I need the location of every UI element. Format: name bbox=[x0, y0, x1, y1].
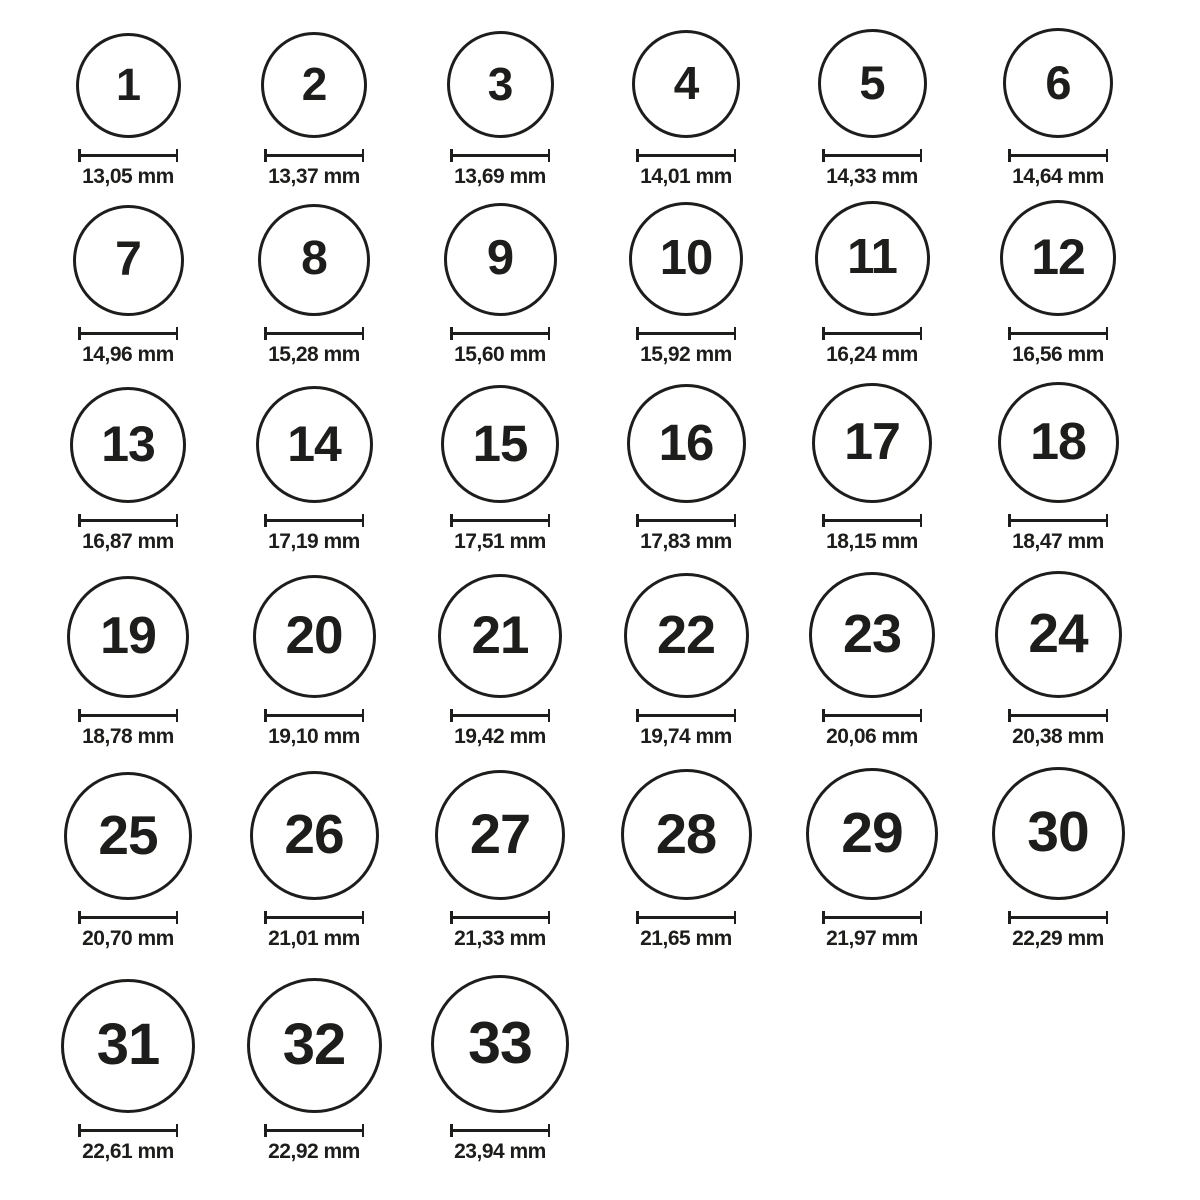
measure-bar bbox=[450, 519, 550, 522]
measure-bar bbox=[450, 332, 550, 335]
diameter-label: 20,70 mm bbox=[82, 927, 174, 950]
measure-end-tick-right bbox=[362, 149, 365, 162]
measure-end-tick-right bbox=[176, 709, 179, 722]
ring-size-number: 14 bbox=[287, 415, 341, 472]
ring-size-cell bbox=[965, 751, 1151, 953]
chart-row bbox=[35, 369, 1200, 556]
ring-circle bbox=[818, 29, 927, 138]
ring-size-cell bbox=[965, 369, 1151, 556]
measure-end-tick-right bbox=[920, 149, 923, 162]
ring-size-cell bbox=[593, 369, 779, 556]
ring-size-number: 19 bbox=[100, 607, 156, 665]
ring-circle bbox=[70, 387, 186, 503]
measure-end-tick-right bbox=[920, 327, 923, 340]
diameter-measure-line bbox=[822, 709, 922, 722]
diameter-measure-line bbox=[78, 709, 178, 722]
ring-size-number: 8 bbox=[301, 232, 327, 285]
ring-size-cell bbox=[593, 6, 779, 191]
ring-size-number: 27 bbox=[469, 802, 531, 865]
measure-bar bbox=[450, 714, 550, 717]
diameter-label: 20,06 mm bbox=[826, 725, 918, 748]
ring-size-cell bbox=[965, 191, 1151, 369]
diameter-measure-line bbox=[264, 149, 364, 162]
ring-size-cell bbox=[407, 953, 593, 1166]
ring-circle bbox=[995, 571, 1122, 698]
measure-bar bbox=[450, 154, 550, 157]
measure-bar bbox=[78, 519, 178, 522]
measure-bar bbox=[822, 519, 922, 522]
diameter-measure-line bbox=[636, 709, 736, 722]
measure-end-tick-right bbox=[1106, 709, 1109, 722]
ring-circle bbox=[261, 32, 367, 138]
diameter-label: 15,28 mm bbox=[268, 343, 360, 366]
diameter-measure-line bbox=[450, 911, 550, 924]
ring-size-number: 9 bbox=[486, 231, 514, 285]
measure-bar bbox=[78, 714, 178, 717]
ring-size-number: 1 bbox=[115, 59, 141, 110]
measure-end-tick-right bbox=[362, 327, 365, 340]
measure-bar bbox=[78, 332, 178, 335]
ring-size-number: 13 bbox=[101, 416, 155, 472]
diameter-measure-line bbox=[264, 514, 364, 527]
diameter-label: 18,15 mm bbox=[826, 530, 918, 553]
measure-end-tick-right bbox=[734, 327, 737, 340]
ring-size-cell bbox=[407, 369, 593, 556]
measure-end-tick-right bbox=[176, 911, 179, 924]
ring-circle bbox=[806, 768, 938, 900]
measure-end-tick-right bbox=[734, 514, 737, 527]
chart-row bbox=[35, 556, 1200, 751]
measure-bar bbox=[264, 332, 364, 335]
ring-size-cell bbox=[221, 953, 407, 1166]
diameter-measure-line bbox=[636, 149, 736, 162]
measure-bar bbox=[450, 916, 550, 919]
measure-end-tick-right bbox=[548, 149, 551, 162]
ring-circle bbox=[64, 772, 192, 900]
diameter-measure-line bbox=[264, 709, 364, 722]
measure-bar bbox=[264, 916, 364, 919]
ring-size-number: 29 bbox=[841, 800, 903, 865]
ring-circle bbox=[438, 574, 562, 698]
diameter-measure-line bbox=[450, 514, 550, 527]
diameter-label: 21,01 mm bbox=[268, 927, 360, 950]
diameter-label: 19,42 mm bbox=[454, 725, 546, 748]
diameter-measure-line bbox=[636, 911, 736, 924]
ring-size-cell bbox=[35, 953, 221, 1166]
measure-end-tick-right bbox=[548, 1124, 551, 1137]
ring-size-number: 12 bbox=[1031, 229, 1085, 285]
measure-end-tick-right bbox=[1106, 911, 1109, 924]
ring-size-number: 4 bbox=[673, 57, 699, 109]
measure-end-tick-right bbox=[1106, 327, 1109, 340]
ring-circle bbox=[815, 201, 930, 316]
ring-circle bbox=[998, 382, 1119, 503]
diameter-measure-line bbox=[450, 709, 550, 722]
diameter-label: 14,01 mm bbox=[640, 165, 732, 188]
ring-circle bbox=[256, 386, 373, 503]
ring-circle bbox=[441, 385, 559, 503]
ring-circle bbox=[73, 205, 184, 316]
ring-size-number: 28 bbox=[655, 801, 717, 865]
diameter-label: 14,64 mm bbox=[1012, 165, 1104, 188]
measure-end-tick-right bbox=[1106, 514, 1109, 527]
ring-size-cell bbox=[779, 6, 965, 191]
diameter-label: 22,92 mm bbox=[268, 1140, 360, 1163]
measure-end-tick-right bbox=[920, 911, 923, 924]
diameter-measure-line bbox=[822, 514, 922, 527]
measure-bar bbox=[78, 154, 178, 157]
diameter-label: 17,19 mm bbox=[268, 530, 360, 553]
diameter-measure-line bbox=[1008, 709, 1108, 722]
diameter-measure-line bbox=[264, 1124, 364, 1137]
ring-size-number: 31 bbox=[96, 1012, 160, 1077]
measure-bar bbox=[78, 1129, 178, 1132]
ring-size-cell bbox=[221, 751, 407, 953]
measure-end-tick-right bbox=[734, 911, 737, 924]
measure-bar bbox=[636, 154, 736, 157]
diameter-label: 16,87 mm bbox=[82, 530, 174, 553]
diameter-measure-line bbox=[78, 911, 178, 924]
diameter-measure-line bbox=[450, 149, 550, 162]
ring-circle bbox=[444, 203, 557, 316]
diameter-measure-line bbox=[822, 911, 922, 924]
diameter-label: 18,78 mm bbox=[82, 725, 174, 748]
ring-circle bbox=[435, 770, 565, 900]
diameter-measure-line bbox=[1008, 327, 1108, 340]
diameter-label: 13,05 mm bbox=[82, 165, 174, 188]
diameter-label: 14,96 mm bbox=[82, 343, 174, 366]
ring-size-number: 25 bbox=[98, 803, 158, 866]
ring-circle bbox=[992, 767, 1125, 900]
ring-size-number: 3 bbox=[487, 57, 513, 110]
chart-row bbox=[35, 6, 1200, 191]
ring-circle bbox=[61, 979, 195, 1113]
ring-circle bbox=[621, 769, 752, 900]
measure-end-tick-right bbox=[734, 149, 737, 162]
measure-end-tick-right bbox=[920, 709, 923, 722]
diameter-measure-line bbox=[78, 149, 178, 162]
measure-end-tick-right bbox=[920, 514, 923, 527]
ring-circle bbox=[812, 383, 932, 503]
ring-size-cell bbox=[407, 6, 593, 191]
diameter-label: 17,51 mm bbox=[454, 530, 546, 553]
measure-bar bbox=[822, 714, 922, 717]
ring-size-number: 32 bbox=[282, 1011, 346, 1077]
measure-end-tick-right bbox=[362, 1124, 365, 1137]
measure-end-tick-right bbox=[176, 514, 179, 527]
ring-size-number: 10 bbox=[659, 230, 713, 285]
ring-circle bbox=[258, 204, 370, 316]
measure-bar bbox=[636, 332, 736, 335]
ring-size-number: 20 bbox=[285, 606, 343, 665]
diameter-label: 23,94 mm bbox=[454, 1140, 546, 1163]
ring-circle bbox=[247, 978, 382, 1113]
diameter-measure-line bbox=[78, 327, 178, 340]
diameter-label: 21,97 mm bbox=[826, 927, 918, 950]
measure-bar bbox=[822, 916, 922, 919]
ring-circle bbox=[250, 771, 379, 900]
diameter-measure-line bbox=[1008, 514, 1108, 527]
ring-size-cell bbox=[35, 556, 221, 751]
diameter-label: 16,56 mm bbox=[1012, 343, 1104, 366]
diameter-label: 13,69 mm bbox=[454, 165, 546, 188]
ring-size-cell bbox=[407, 556, 593, 751]
measure-end-tick-right bbox=[176, 1124, 179, 1137]
measure-end-tick-right bbox=[548, 911, 551, 924]
measure-bar bbox=[822, 332, 922, 335]
measure-bar bbox=[1008, 714, 1108, 717]
diameter-label: 20,38 mm bbox=[1012, 725, 1104, 748]
ring-circle bbox=[431, 975, 569, 1113]
chart-row bbox=[35, 191, 1200, 369]
ring-size-number: 11 bbox=[847, 230, 897, 284]
diameter-measure-line bbox=[1008, 911, 1108, 924]
ring-circle bbox=[629, 202, 743, 316]
measure-bar bbox=[264, 714, 364, 717]
ring-circle bbox=[627, 384, 746, 503]
diameter-label: 16,24 mm bbox=[826, 343, 918, 366]
measure-end-tick-right bbox=[1106, 149, 1109, 162]
ring-size-number: 22 bbox=[656, 604, 716, 665]
ring-size-cell bbox=[779, 556, 965, 751]
diameter-label: 13,37 mm bbox=[268, 165, 360, 188]
ring-size-number: 33 bbox=[468, 1009, 532, 1076]
ring-size-number: 23 bbox=[842, 604, 902, 664]
diameter-measure-line bbox=[78, 514, 178, 527]
measure-end-tick-right bbox=[176, 327, 179, 340]
diameter-label: 15,92 mm bbox=[640, 343, 732, 366]
ring-size-cell bbox=[407, 191, 593, 369]
ring-circle bbox=[253, 575, 376, 698]
diameter-label: 22,61 mm bbox=[82, 1140, 174, 1163]
measure-bar bbox=[636, 519, 736, 522]
diameter-measure-line bbox=[450, 1124, 550, 1137]
ring-size-cell bbox=[965, 6, 1151, 191]
diameter-measure-line bbox=[78, 1124, 178, 1137]
ring-size-number: 26 bbox=[284, 803, 344, 865]
ring-size-cell bbox=[593, 556, 779, 751]
measure-end-tick-right bbox=[548, 514, 551, 527]
ring-circle bbox=[1000, 200, 1116, 316]
measure-bar bbox=[264, 154, 364, 157]
ring-size-number: 2 bbox=[301, 58, 327, 110]
ring-size-number: 16 bbox=[658, 414, 714, 471]
measure-end-tick-right bbox=[548, 709, 551, 722]
diameter-label: 19,74 mm bbox=[640, 725, 732, 748]
measure-bar bbox=[1008, 916, 1108, 919]
measure-end-tick-right bbox=[548, 327, 551, 340]
diameter-label: 17,83 mm bbox=[640, 530, 732, 553]
ring-size-number: 21 bbox=[471, 605, 529, 665]
diameter-measure-line bbox=[450, 327, 550, 340]
measure-bar bbox=[264, 1129, 364, 1132]
diameter-measure-line bbox=[636, 327, 736, 340]
ring-size-number: 24 bbox=[1028, 602, 1088, 664]
ring-size-cell bbox=[779, 191, 965, 369]
measure-bar bbox=[450, 1129, 550, 1132]
diameter-measure-line bbox=[264, 911, 364, 924]
measure-bar bbox=[822, 154, 922, 157]
diameter-measure-line bbox=[822, 327, 922, 340]
ring-circle bbox=[76, 33, 181, 138]
measure-end-tick-right bbox=[176, 149, 179, 162]
ring-size-number: 17 bbox=[844, 413, 900, 471]
ring-size-number: 18 bbox=[1030, 412, 1086, 471]
ring-size-cell bbox=[407, 751, 593, 953]
ring-circle bbox=[67, 576, 189, 698]
ring-size-number: 15 bbox=[472, 414, 528, 472]
measure-bar bbox=[1008, 154, 1108, 157]
ring-circle bbox=[624, 573, 749, 698]
diameter-measure-line bbox=[822, 149, 922, 162]
ring-size-cell bbox=[221, 369, 407, 556]
measure-end-tick-right bbox=[362, 709, 365, 722]
diameter-measure-line bbox=[636, 514, 736, 527]
ring-size-number: 30 bbox=[1027, 800, 1089, 864]
measure-bar bbox=[636, 714, 736, 717]
diameter-label: 21,33 mm bbox=[454, 927, 546, 950]
ring-size-number: 6 bbox=[1045, 55, 1071, 109]
diameter-label: 22,29 mm bbox=[1012, 927, 1104, 950]
ring-size-cell bbox=[35, 191, 221, 369]
diameter-label: 14,33 mm bbox=[826, 165, 918, 188]
chart-row bbox=[35, 751, 1200, 953]
diameter-label: 15,60 mm bbox=[454, 343, 546, 366]
ring-size-cell bbox=[779, 751, 965, 953]
ring-circle bbox=[1003, 28, 1113, 138]
measure-bar bbox=[78, 916, 178, 919]
measure-end-tick-right bbox=[362, 514, 365, 527]
ring-size-cell bbox=[35, 6, 221, 191]
ring-circle bbox=[632, 30, 740, 138]
ring-circle bbox=[809, 572, 935, 698]
ring-size-number: 7 bbox=[115, 232, 141, 286]
diameter-label: 19,10 mm bbox=[268, 725, 360, 748]
measure-end-tick-right bbox=[734, 709, 737, 722]
measure-bar bbox=[636, 916, 736, 919]
chart-row bbox=[35, 953, 1200, 1166]
measure-bar bbox=[264, 519, 364, 522]
ring-size-cell bbox=[779, 369, 965, 556]
measure-end-tick-right bbox=[362, 911, 365, 924]
diameter-measure-line bbox=[264, 327, 364, 340]
ring-size-cell bbox=[35, 751, 221, 953]
diameter-label: 21,65 mm bbox=[640, 927, 732, 950]
diameter-measure-line bbox=[1008, 149, 1108, 162]
ring-size-cell bbox=[593, 191, 779, 369]
diameter-label: 18,47 mm bbox=[1012, 530, 1104, 553]
ring-size-cell bbox=[221, 556, 407, 751]
ring-size-cell bbox=[35, 369, 221, 556]
ring-size-cell bbox=[593, 751, 779, 953]
measure-bar bbox=[1008, 332, 1108, 335]
ring-circle bbox=[447, 31, 554, 138]
ring-size-cell bbox=[221, 191, 407, 369]
measure-bar bbox=[1008, 519, 1108, 522]
ring-size-number: 5 bbox=[859, 56, 885, 109]
ring-size-cell bbox=[221, 6, 407, 191]
ring-size-cell bbox=[965, 556, 1151, 751]
